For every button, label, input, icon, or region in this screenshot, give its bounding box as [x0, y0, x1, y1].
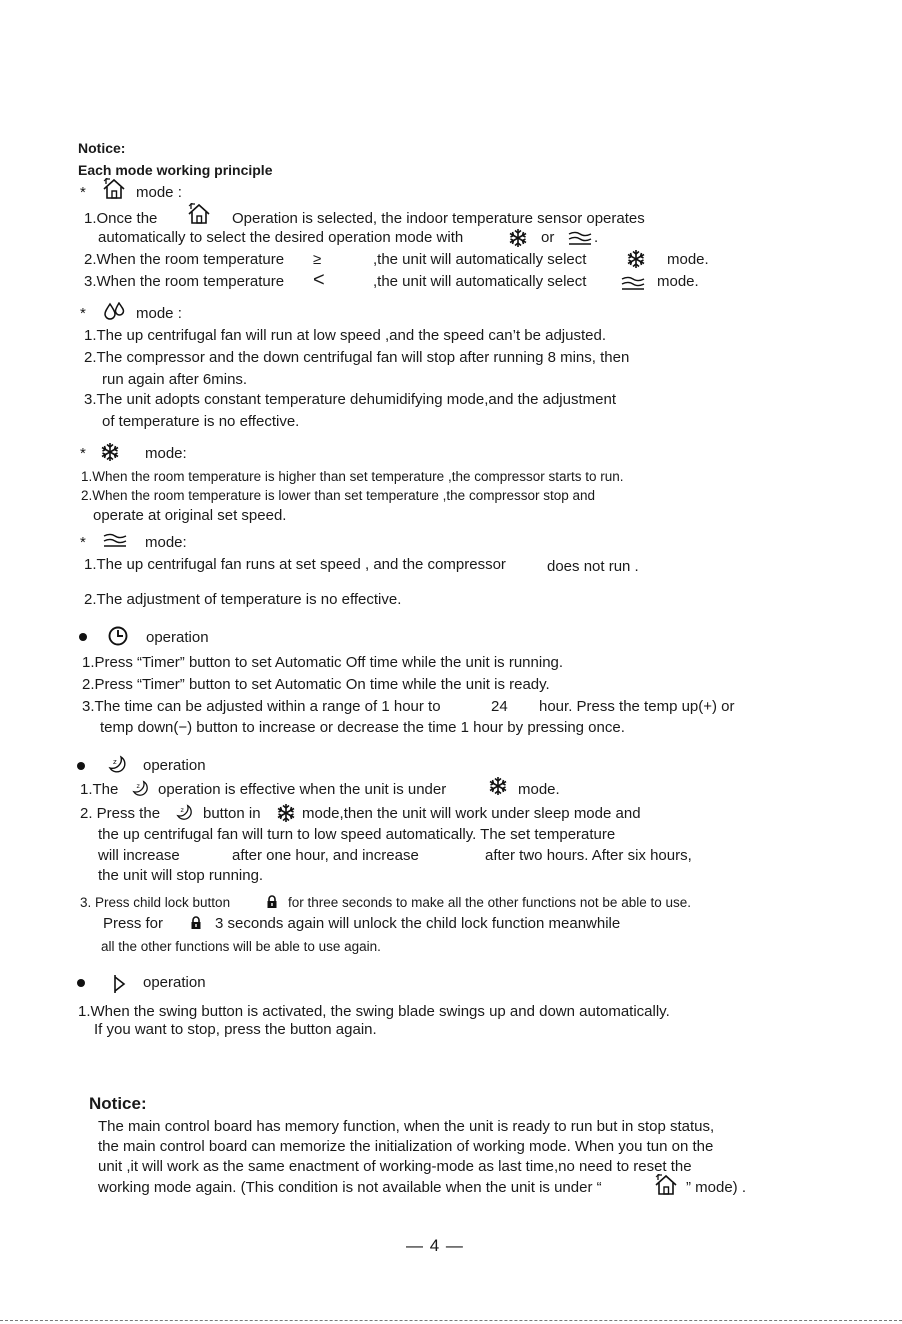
timer-line2: 2.Press “Timer” button to set Automatic On time while the unit is ready. [82, 676, 550, 693]
asterisk-auto: * [80, 184, 86, 201]
dry-line2: 2.The compressor and the down centrifugal fan will stop after running 8 mins, then [84, 349, 630, 366]
notice-title: Notice: [78, 140, 126, 156]
bullet [79, 633, 87, 641]
sleep-line8: all the other functions will be able to use again. [101, 939, 381, 954]
sleep-line2-c: mode,then the unit will work under sleep mode and [302, 805, 641, 822]
clock-icon [107, 625, 129, 647]
swing-operation-label: operation [143, 974, 206, 991]
swing-line2: If you want to stop, press the button again. [94, 1021, 377, 1038]
notice2-line1: The main control board has memory function, when the unit is ready to run but in stop status, [98, 1118, 715, 1135]
auto-mode-label: mode : [136, 184, 182, 201]
fan-line1-b: does not run . [547, 558, 639, 575]
timer-operation-label: operation [146, 629, 209, 646]
dry-line3: run again after 6mins. [102, 371, 248, 388]
notice2-line4-b: ” mode) . [686, 1179, 747, 1196]
auto-line2-or: or [541, 229, 555, 246]
house-auto-icon [186, 203, 212, 225]
notice2-title: Notice: [89, 1094, 147, 1113]
sleep-line1-c: mode. [518, 781, 560, 798]
swing-icon [111, 974, 127, 994]
sleep-line2-a: 2. Press the [80, 805, 161, 822]
snowflake-icon [100, 442, 120, 462]
sleep-line7-b: 3 seconds again will unlock the child lock function meanwhile [215, 915, 621, 932]
asterisk-fan: * [80, 534, 86, 551]
sleep-line6-b: for three seconds to make all the other functions not be able to use. [288, 895, 691, 910]
notice2-line3: unit ,it will work as the same enactment of working-mode as last time,no need to reset the [98, 1158, 692, 1175]
sleep-line3: the up centrifugal fan will turn to low speed automatically. The set temperature [98, 826, 616, 843]
timer-line3-num: 24 [491, 698, 508, 715]
cool-mode-label: mode: [145, 445, 187, 462]
bottom-divider [0, 1320, 902, 1321]
snowflake-icon [276, 803, 296, 823]
sleep-line5: the unit will stop running. [98, 867, 264, 884]
sleep-line2-b: button in [203, 805, 261, 822]
dry-line1: 1.The up centrifugal fan will run at low speed ,and the speed can’t be adjusted. [84, 327, 607, 344]
sleep-line4-a: will increase [98, 847, 180, 864]
sleep-line6-a: 3. Press child lock button [80, 895, 231, 910]
house-auto-icon [101, 178, 127, 200]
moon-sleep-icon [107, 754, 129, 776]
sleep-line4-b: after one hour, and increase [232, 847, 419, 864]
notice2-line4-a: working mode again. (This condition is not available when the unit is under “ [98, 1179, 602, 1196]
snowflake-icon [508, 228, 528, 248]
sleep-line4-c: after two hours. After six hours, [485, 847, 692, 864]
asterisk-dry: * [80, 305, 86, 322]
fan-wind-icon [568, 231, 592, 245]
auto-line1-a: 1.Once the [84, 210, 158, 227]
timer-line3-a: 3.The time can be adjusted within a range of 1 hour to [82, 698, 441, 715]
auto-line3-sym: ≥ [313, 251, 322, 268]
sleep-line1-b: operation is effective when the unit is under [158, 781, 447, 798]
fan-wind-icon [103, 533, 127, 547]
cool-line3: operate at original set speed. [93, 507, 287, 524]
bullet [77, 979, 85, 987]
house-auto-icon [653, 1174, 679, 1196]
auto-line2-a: automatically to select the desired operation mode with [98, 229, 464, 246]
padlock-icon [266, 895, 278, 909]
auto-line3-c: mode. [667, 251, 709, 268]
auto-line2-end: . [594, 229, 599, 246]
timer-line3-b: hour. Press the temp up(+) or [539, 698, 735, 715]
fan-line1-a: 1.The up centrifugal fan runs at set speed , and the compressor [84, 556, 506, 573]
auto-line4-b: ,the unit will automatically select [373, 273, 587, 290]
bullet [77, 762, 85, 770]
asterisk-cool: * [80, 445, 86, 462]
timer-line1: 1.Press “Timer” button to set Automatic Off time while the unit is running. [82, 654, 564, 671]
sleep-operation-label: operation [143, 757, 206, 774]
auto-line4-c: mode. [657, 273, 699, 290]
auto-line3-a: 2.When the room temperature [84, 251, 285, 268]
sleep-line1-a: 1.The [80, 781, 119, 798]
cool-line1: 1.When the room temperature is higher than set temperature ,the compressor starts to run. [81, 469, 624, 484]
fan-mode-label: mode: [145, 534, 187, 551]
auto-line4-sym: < [313, 269, 325, 291]
fan-line2: 2.The adjustment of temperature is no effective. [84, 591, 402, 608]
swing-line1: 1.When the swing button is activated, the swing blade swings up and down automatically. [78, 1003, 670, 1020]
snowflake-icon [488, 776, 508, 796]
fan-wind-icon [621, 276, 645, 290]
snowflake-icon [626, 249, 646, 269]
sleep-line7-a: Press for [103, 915, 164, 932]
auto-line3-b: ,the unit will automatically select [373, 251, 587, 268]
page-number: — 4 — [406, 1236, 464, 1255]
padlock-icon [190, 916, 202, 930]
timer-line4: temp down(−) button to increase or decrease the time 1 hour by pressing once. [100, 719, 625, 736]
dry-mode-label: mode : [136, 305, 182, 322]
notice2-line2: the main control board can memorize the initialization of working mode. When you tun on the [98, 1138, 714, 1155]
water-drops-icon [103, 302, 127, 320]
cool-line2: 2.When the room temperature is lower than set temperature ,the compressor stop and [81, 488, 596, 503]
principle-heading: Each mode working principle [78, 162, 273, 178]
dry-line4: 3.The unit adopts constant temperature dehumidifying mode,and the adjustment [84, 391, 616, 408]
moon-sleep-icon [175, 803, 195, 823]
auto-line1-b: Operation is selected, the indoor temperature sensor operates [232, 210, 645, 227]
dry-line5: of temperature is no effective. [102, 413, 300, 430]
auto-line4-a: 3.When the room temperature [84, 273, 285, 290]
moon-sleep-icon [131, 779, 151, 799]
